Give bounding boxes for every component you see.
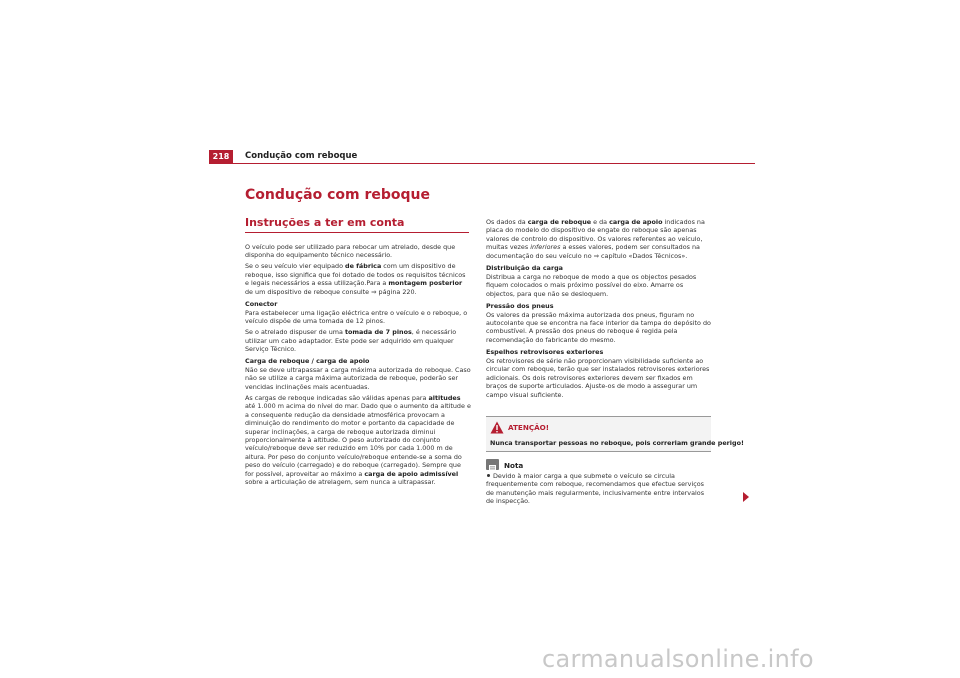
watermark: carmanualsonline.info (542, 645, 814, 673)
note-icon (486, 459, 499, 470)
note-title: Nota (504, 461, 524, 470)
continue-arrow-icon (743, 492, 749, 502)
intro-paragraph: O veículo pode ser utilizado para rebocar um atrelado, desde que disponha do equipamento técnico necessário. (245, 243, 456, 260)
warning-icon (490, 421, 504, 434)
section-title: Instruções a ter em conta (245, 216, 405, 229)
warning-box (486, 416, 744, 452)
note-body (486, 472, 711, 506)
page-number: 218 (209, 150, 233, 163)
header-divider (209, 163, 755, 164)
right-column (486, 218, 711, 402)
section-divider (245, 232, 469, 233)
distribuicao-paragraph: Distribua a carga no reboque de modo a que os objectos pesados fiquem colocados o mais próximo possível do eixo. Amarre os objectos, para que não se desloquem. (486, 272, 697, 298)
heading-conector: Conector (245, 300, 278, 309)
heading-pressao: Pressão dos pneus (486, 302, 554, 311)
carga-paragraph-1: Não se deve ultrapassar a carga máxima autorizada do reboque. Caso não se utilize a carga máxima autorizada de reboque, poderão ser vencidas inclinações mais acentuadas. (245, 365, 471, 391)
warning-title: ATENÇÃO! (508, 423, 550, 432)
pressao-paragraph: Os valores da pressão máxima autorizada dos pneus, figuram no autocolante que se encontra na face interior da tampa do depósito do combustível. A pressão dos pneus do reboque é regida pela recomendação do fabricante do mesmo. (486, 310, 711, 344)
bullet-icon (487, 474, 490, 477)
left-column (245, 243, 471, 489)
chapter-title: Condução com reboque (245, 187, 430, 203)
warning-text: Nunca transportar pessoas no reboque, pois correriam grande perigo! (490, 439, 744, 447)
heading-carga: Carga de reboque / carga de apoio (245, 357, 370, 366)
conector-paragraph-2: Se o atrelado dispuser de uma tomada de 7 pinos, é necessário utilizar um cabo adaptador. Este pode ser adquirido em qualquer Serviço Técnico. (245, 328, 457, 353)
conector-paragraph-1: Para estabelecer uma ligação eléctrica entre o veículo e o reboque, o veículo dispõe de uma tomada de 12 pinos. (245, 308, 468, 326)
heading-espelhos: Espelhos retrovisores exteriores (486, 348, 604, 357)
plate-paragraph: Os dados da carga de reboque e da carga de apoio indicados na placa do modelo do dispositivo de engate do reboque são apenas valores de controlo do dispositivo. Os valores referentes ao veículo, muitas vezes inferiores a esses valores, podem ser consultados na documentação do seu veículo no ⇒ capítulo «Dados Técnicos». (486, 218, 705, 260)
note-text: Devido à maior carga a que submete o veículo se circula frequentemente com reboque, recomendamos que efectue serviços de manutenção mais regularmente, inclusivamente entre intervalos de inspecção. (486, 472, 705, 506)
carga-paragraph-2: As cargas de reboque indicadas são válidas apenas para altitudes até 1.000 m acima do nível do mar. Dado que o aumento da altitude e a consequente redução da densidade atmosférica provocam a diminuição do rendimento do motor e portanto da capacidade de superar inclinações, a carga de reboque autorizada diminui proporcionalmente à altitude. O peso autorizado do conjunto veículo/reboque deve ser reduzido em 10% por cada 1.000 m de altura. Por peso do conjunto veículo/reboque entende-se a soma do peso do veículo (carregado) e do reboque (carregado). Sempre que for possível, aproveitar ao máximo a carga de apoio admissível sobre a articulação de atrelagem, sem nunca a ultrapassar. (245, 393, 471, 487)
factory-paragraph: Se o seu veículo vier equipado de fábrica com um dispositivo de reboque, isso significa que foi dotado de todos os requisitos técnicos e legais necessários a essa utilização.Para a montagem posterior de um dispositivo de reboque consulte ⇒ página 220. (245, 262, 466, 296)
running-title: Condução com reboque (245, 151, 358, 161)
heading-distribuicao: Distribuição da carga (486, 264, 563, 273)
espelhos-paragraph: Os retrovisores de série não proporcionam visibilidade suficiente ao circular com reboque, terão que ser instalados retrovisores exteriores adicionais. Os dois retrovisores exteriores devem ser fixados em braços de suporte articulados. Ajuste-os de modo a assegurar um campo visual suficiente. (486, 356, 710, 399)
